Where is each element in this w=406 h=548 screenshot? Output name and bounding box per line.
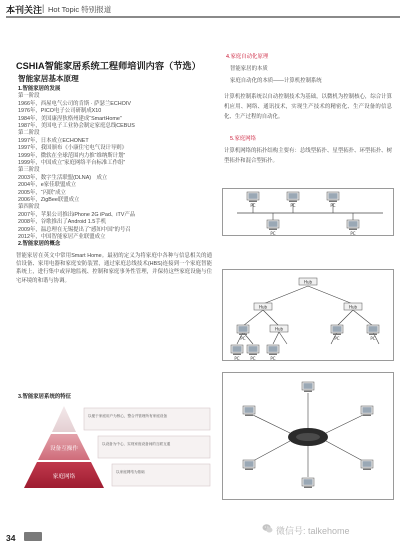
pyramid-label-interop: 设备互操作 [50, 446, 78, 452]
section-title: 智能家居基本原理 [18, 74, 79, 83]
ring-pc-node [361, 460, 373, 470]
ring-topology-diagram [222, 372, 394, 500]
tree-pc-node [231, 345, 243, 361]
timeline-line: 2008年，谷歌推出了Android 1.5手机 [18, 219, 107, 226]
pyramid-note-top: 以便于家庭用户为核心，整合并管理所有家庭设备 [88, 414, 168, 418]
svg-text:Hub: Hub [258, 304, 268, 310]
bus-topology-diagram [222, 188, 394, 236]
magazine-logo [24, 532, 42, 541]
timeline-line: 2007年，苹果公司推出iPhone 2G iPad、iTV产品 [18, 211, 136, 218]
hub-node [344, 303, 362, 310]
column-title: 本刊关注 [6, 5, 43, 15]
features-heading: 3.智能家居系统的特征 [18, 394, 72, 400]
wechat-icon [262, 523, 273, 534]
timeline-line: 1987年，美国电子工业协会制定家庭总线CEBUS [18, 123, 135, 129]
svg-text:Hub: Hub [274, 326, 284, 332]
pyramid-label-network: 家庭网络 [52, 474, 76, 480]
features-pyramid [20, 404, 214, 490]
tree-pc-node [237, 325, 249, 341]
ring-pc-node [243, 460, 255, 470]
timeline-line: 2.智能家居的概念 [18, 241, 61, 248]
ring-pc-node [361, 406, 373, 416]
hub-node [254, 303, 272, 310]
ring-pc-node [302, 382, 314, 392]
header-separator: | [42, 3, 45, 13]
column-subtitle: Hot Topic 特别报道 [48, 5, 112, 14]
automation-paragraph: 计算机控制系统以自动控制技术为基础，以微机为控制核心，综合计算机应用、网络、通讯技术，实现生产技术的精密化、生产设备的信息化、生产过程的自动化。 [224, 94, 392, 120]
bus-pc-node [327, 192, 339, 208]
tree-pc-node [367, 325, 379, 341]
timeline-line: 1966年，西屋电气公司的肯斯 · 萨瑟兰ECHOIV [18, 100, 131, 107]
timeline-line: 第三阶段 [18, 167, 40, 174]
svg-text:PC: PC [330, 203, 336, 208]
watermark-text: 微信号: talkehome [276, 526, 350, 536]
hub-node [299, 278, 317, 285]
timeline-line: 2003年，数字生活联盟(DLNA) 成立 [18, 174, 108, 181]
bus-pc-node [247, 192, 259, 208]
concept-paragraph: 智能家居在英文中常用Smart Home。最初的定义为将家庭中各种与信息相关的通信设备、家用电器和家庭安防装置，通过家庭总线技术(HBS)连接到一个家庭智能系统上，进行集中或异地监视、控制和家庭事务性管理，并保持这些家庭设施与住宅环境的和谐与协调。 [16, 253, 212, 284]
timeline-line: 1984年，美国康涅狄格州建成“SmartHome” [18, 115, 122, 122]
timeline-line: 2009年，温总理在无锡提出了“感知中国”的号召 [18, 226, 131, 233]
timeline-line: 2012年，中国智能家居产业联盟成立 [18, 234, 106, 240]
svg-text:PC: PC [270, 231, 276, 236]
timeline-line: 1997年，日本成立ECHONET [18, 137, 89, 144]
timeline-line: 第一阶段 [18, 93, 40, 100]
header-rule [6, 16, 400, 18]
svg-text:PC: PC [290, 203, 296, 208]
right-column-line: 智能家居的本质 [230, 66, 268, 72]
page-number: 34 [6, 533, 16, 543]
bus-pc-node [287, 192, 299, 208]
network-paragraph: 计算机网络的拓扑结构主要有：总线型拓扑、星型拓扑、环型拓扑、树型拓扑和混合型拓扑。 [224, 148, 392, 164]
svg-text:PC: PC [250, 356, 256, 361]
timeline-line: 2006年，ZigBee联盟成立 [18, 197, 80, 203]
tree-pc-node [331, 325, 343, 341]
network-heading: 5.家庭网络 [230, 136, 257, 142]
timeline-line: 1999年，微软在全球范围内力推“维纳斯计划” [18, 152, 126, 159]
tree-pc-node [247, 345, 259, 361]
bus-pc-node [347, 220, 359, 236]
tree-pc-node [267, 345, 279, 361]
timeline-line: 2004年，e家佳联盟成立 [18, 182, 77, 189]
svg-text:PC: PC [250, 203, 256, 208]
timeline-line: 第二阶段 [18, 130, 40, 137]
pyramid-note-middle: 以设备为中心，实现家庭设备间的互联互通 [102, 442, 171, 446]
ring-pc-node [302, 478, 314, 488]
svg-text:PC: PC [234, 356, 240, 361]
pyramid-note-bottom: 以家庭网络为基础 [116, 470, 145, 474]
svg-text:PC: PC [334, 336, 340, 341]
timeline-line: 2005年，“闪联”成立 [18, 189, 66, 196]
page-header [6, 3, 400, 19]
pyramid-top-layer [52, 406, 76, 432]
timeline-line: 1997年，我国颁布《小康住宅电气设计导则》 [18, 145, 128, 152]
hub-node [270, 325, 288, 332]
svg-text:PC: PC [240, 336, 246, 341]
svg-text:PC: PC [270, 356, 276, 361]
article-title: CSHIA智能家居系统工程师培训内容（节选） [16, 61, 201, 71]
bus-pc-node [267, 220, 279, 236]
timeline-line: 1.智能家居的发展 [18, 86, 61, 92]
svg-text:Hub: Hub [303, 279, 313, 285]
right-column-line: 家庭自动化的本质——计算机控制系统 [230, 78, 322, 84]
timeline-line: 1999年，中国成立“家庭网络平台标准工作组” [18, 160, 126, 166]
svg-text:Hub: Hub [348, 304, 358, 310]
timeline-line: 第四阶段 [18, 204, 40, 211]
svg-text:PC: PC [370, 336, 376, 341]
svg-text:PC: PC [350, 231, 356, 236]
right-column-line: 4.家庭自动化原理 [226, 54, 269, 60]
tree-topology-diagram [222, 269, 394, 361]
timeline-line: 1976年，PICO电子公司研制成X10 [18, 108, 102, 115]
ring-pc-node [243, 406, 255, 416]
